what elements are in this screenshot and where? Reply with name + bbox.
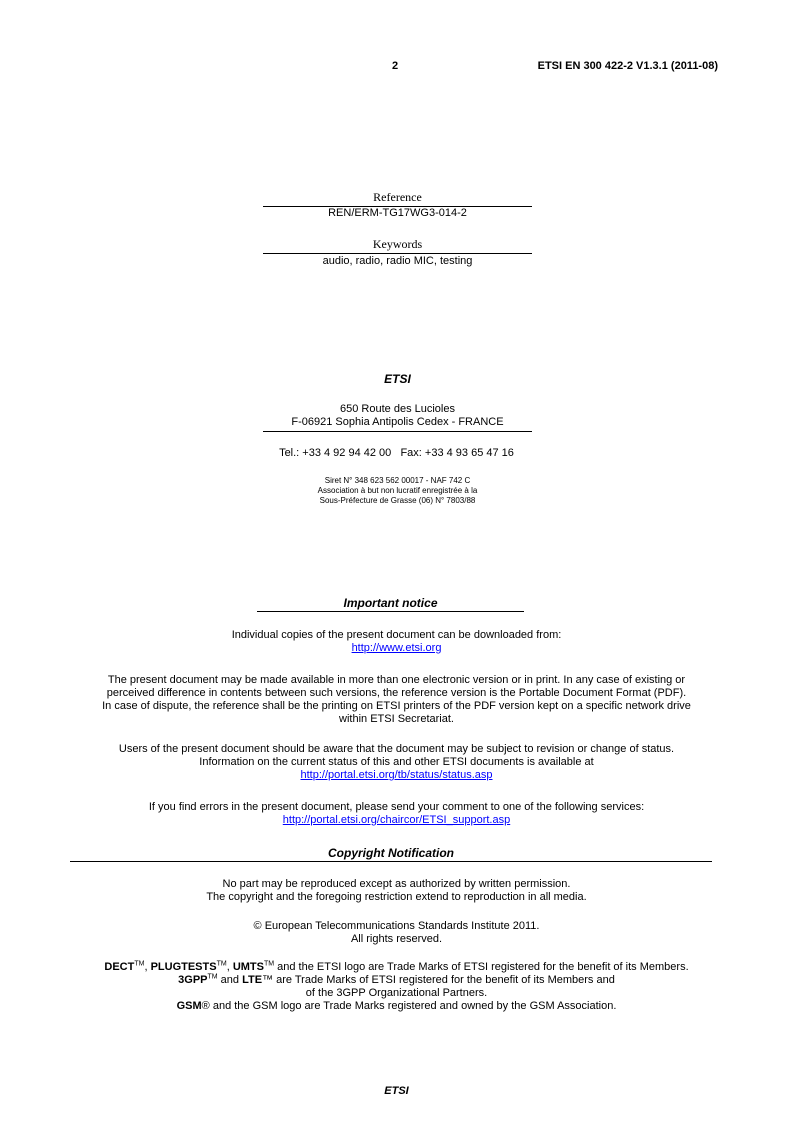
tm-dect: DECT bbox=[104, 961, 135, 973]
keywords-value: audio, radio, radio MIC, testing bbox=[322, 255, 473, 267]
trademark-line-1: DECT™, PLUGTESTS™, UMTS™ and the ETSI logo are Trade Marks of ETSI registered for the benefit of its Members. bbox=[104, 960, 689, 973]
tm-line-4-text: ® and the GSM logo are Trade Marks registered and owned by the GSM Association. bbox=[201, 1000, 617, 1012]
siret-line-3: Sous-Préfecture de Grasse (06) N° 7803/88 bbox=[319, 496, 476, 505]
copyright-line-4: All rights reserved. bbox=[350, 933, 443, 945]
tm-mark: TM bbox=[216, 960, 227, 968]
tm-umts: UMTS bbox=[232, 961, 264, 973]
tm-mark: TM bbox=[134, 960, 145, 968]
copyright-divider bbox=[70, 861, 712, 862]
trademark-line-3: of the 3GPP Organizational Partners. bbox=[305, 987, 488, 999]
notice-p2-line-1: The present document may be made available in more than one electronic version or in print. In any case of existing or bbox=[107, 674, 686, 686]
tm-and: and bbox=[217, 974, 243, 986]
copyright-line-1: No part may be reproduced except as authorized by written permission. bbox=[222, 878, 571, 890]
tm-3gpp: 3GPP bbox=[178, 974, 208, 986]
notice-p3-line-1: Users of the present document should be aware that the document may be subject to revision or change of status. bbox=[118, 743, 675, 755]
etsi-website-link[interactable]: http://www.etsi.org bbox=[351, 642, 442, 654]
document-id: ETSI EN 300 422-2 V1.3.1 (2011-08) bbox=[537, 60, 718, 72]
support-link[interactable]: http://portal.etsi.org/chaircor/ETSI_support.asp bbox=[282, 814, 511, 826]
address-line-2: F-06921 Sophia Antipolis Cedex - FRANCE bbox=[291, 416, 504, 428]
copyright-line-3: © European Telecommunications Standards Institute 2011. bbox=[253, 920, 540, 932]
reference-value: REN/ERM-TG17WG3-014-2 bbox=[328, 207, 467, 219]
notice-p4: If you find errors in the present document, please send your comment to one of the following services: bbox=[148, 801, 645, 813]
copyright-title: Copyright Notification bbox=[328, 846, 454, 860]
siret-line-1: Siret N° 348 623 562 00017 - NAF 742 C bbox=[324, 476, 471, 485]
tm-plugtests: PLUGTESTS bbox=[150, 961, 217, 973]
etsi-name: ETSI bbox=[384, 372, 411, 386]
notice-p1: Individual copies of the present document can be downloaded from: bbox=[231, 629, 562, 641]
keywords-label: Keywords bbox=[372, 237, 423, 251]
reference-label: Reference bbox=[373, 190, 422, 204]
tm-gsm: GSM bbox=[176, 1000, 202, 1012]
tm-lte: LTE bbox=[242, 974, 263, 986]
notice-p2-line-4: within ETSI Secretariat. bbox=[339, 713, 454, 725]
siret-line-2: Association à but non lucratif enregistrée à la bbox=[317, 486, 478, 495]
page-number: 2 bbox=[392, 60, 399, 72]
status-link[interactable]: http://portal.etsi.org/tb/status/status.asp bbox=[300, 769, 493, 781]
tm-line-2-text: ™ are Trade Marks of ETSI registered for the benefit of its Members and bbox=[262, 974, 615, 986]
phone-fax: Tel.: +33 4 92 94 42 00 Fax: +33 4 93 65 47 16 bbox=[279, 447, 514, 459]
footer-etsi: ETSI bbox=[384, 1085, 409, 1097]
notice-p3-line-2: Information on the current status of this and other ETSI documents is available at bbox=[199, 756, 594, 768]
notice-p2-line-2: perceived difference in contents between such versions, the reference version is the Portable Document Format (PDF). bbox=[106, 687, 687, 699]
trademark-line-4 bbox=[0, 1000, 793, 1013]
important-notice-title: Important notice bbox=[343, 596, 438, 610]
address-line-1: 650 Route des Lucioles bbox=[340, 403, 455, 415]
tm-line-1-text: and the ETSI logo are Trade Marks of ETSI registered for the benefit of its Members. bbox=[274, 961, 689, 973]
keywords-divider bbox=[263, 253, 532, 254]
address-divider bbox=[263, 431, 532, 432]
trademark-line-2 bbox=[0, 974, 793, 987]
tm-mark: TM bbox=[263, 960, 275, 968]
tm-mark: TM bbox=[207, 973, 218, 981]
important-notice-divider bbox=[257, 611, 524, 612]
copyright-line-2: The copyright and the foregoing restriction extend to reproduction in all media. bbox=[206, 891, 587, 903]
notice-p2-line-3: In case of dispute, the reference shall be the printing on ETSI printers of the PDF version kept on a specific network drive bbox=[102, 700, 691, 712]
